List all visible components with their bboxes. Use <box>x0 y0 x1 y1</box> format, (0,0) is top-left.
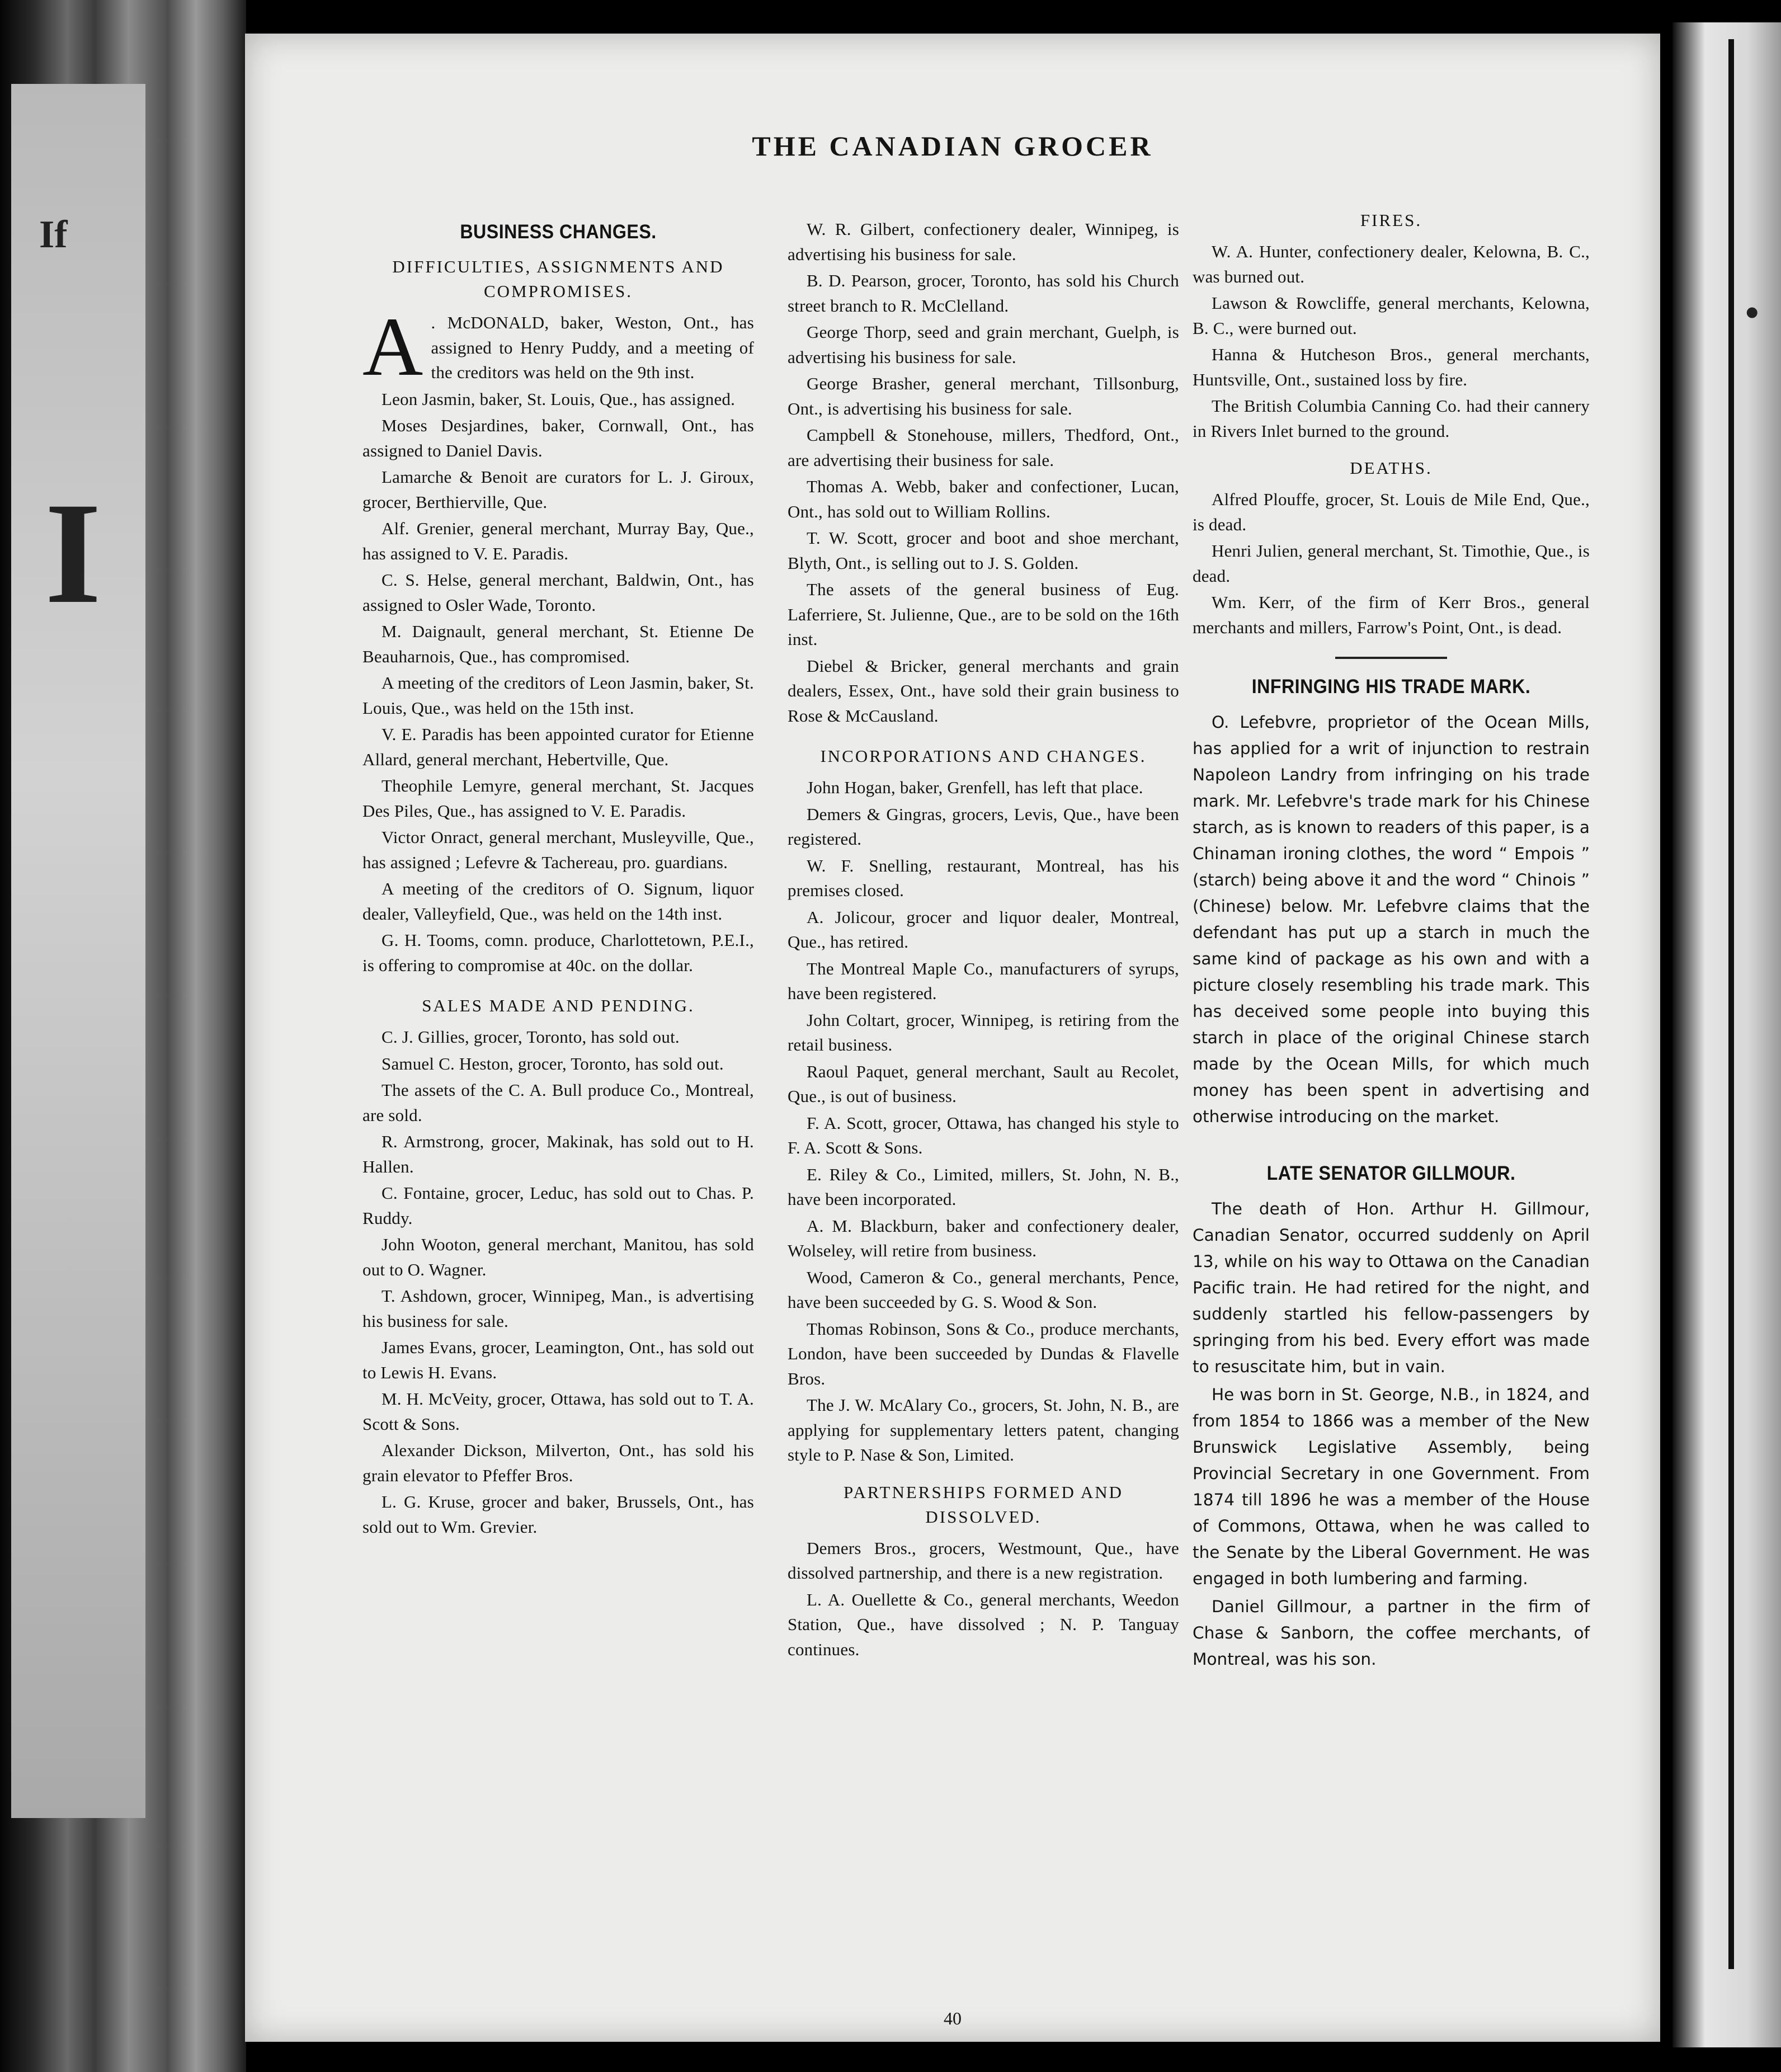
fires-heading: FIRES. <box>1360 210 1422 230</box>
article-paragraph: O. Lefebvre, proprietor of the Ocean Mills, has applied for a writ of injunction to restrain Napoleon Landry from infringing on his trade mark. Mr. Lefebvre's trade mark for his Chinese starch, as is known to readers of this paper, is a Chinaman ironing clothes, the word “ Empois ” (starch) being above it and the word “ Chinois ” (Chinese) below. Mr. Lefebvre claims that the defendant has put up a starch in much the same kind of package as his own and with a picture closely resembling his trade mark. This has deceived some people into buying this starch in place of the original Chinese starch made by the Ocean Mills, for which much money has been spent in advertising and otherwise introducing on the market. <box>1193 713 1590 1126</box>
page-number: 40 <box>944 2008 962 2028</box>
article-item: Wood, Cameron & Co., general merchants, Pence, have been succeeded by G. S. Wood & Son. <box>788 1267 1179 1312</box>
article-item: John Wooton, general merchant, Manitou, has sold out to O. Wagner. <box>362 1235 754 1279</box>
article-item: A. Jolicour, grocer and liquor dealer, Montreal, Que., has retired. <box>788 907 1179 952</box>
article-item: Alexander Dickson, Milverton, Ont., has sold his grain elevator to Pfeffer Bros. <box>362 1440 754 1485</box>
facing-page-fragment <box>11 84 145 1818</box>
article-item: L. A. Ouellette & Co., general merchants, Weedon Station, Que., have dissolved ; N. P. Tanguay continues. <box>788 1589 1179 1659</box>
drop-cap: A <box>362 300 423 393</box>
column-3 <box>1193 173 1590 1674</box>
incorporations-heading: INCORPORATIONS AND CHANGES. <box>820 746 1147 766</box>
article-paragraph: Daniel Gillmour, a partner in the firm of Chase & Sanborn, the coffee merchants, of Montreal, was his son. <box>1193 1597 1590 1669</box>
article-item: A meeting of the creditors of O. Signum, liquor dealer, Valleyfield, Que., was held on the 14th inst. <box>362 879 754 924</box>
newspaper-page <box>245 34 1660 2042</box>
article-item: Demers & Gingras, grocers, Levis, Que., have been registered. <box>788 804 1179 849</box>
article-item: W. F. Snelling, restaurant, Montreal, has his premises closed. <box>788 855 1179 900</box>
article-item: M. Daignault, general merchant, St. Etienne De Beauharnois, Que., has compromised. <box>362 621 754 666</box>
sales-heading: SALES MADE AND PENDING. <box>422 996 695 1015</box>
article-item: George Thorp, seed and grain merchant, Guelph, is advertising his business for sale. <box>788 322 1179 367</box>
article-item: George Brasher, general merchant, Tillsonburg, Ont., is advertising his business for sale. <box>788 374 1179 418</box>
article-item: A meeting of the creditors of Leon Jasmin, baker, St. Louis, Que., was held on the 15th inst. <box>362 673 754 718</box>
article-item: The assets of the C. A. Bull produce Co., Montreal, are sold. <box>362 1080 754 1125</box>
article-item: G. H. Tooms, comn. produce, Charlottetown, P.E.I., is offering to compromise at 40c. on the dollar. <box>362 930 754 975</box>
article-item: F. A. Scott, grocer, Ottawa, has changed his style to F. A. Scott & Sons. <box>788 1113 1179 1157</box>
article-item: T. W. Scott, grocer and boot and shoe merchant, Blyth, Ont., is selling out to J. S. Golden. <box>788 528 1179 573</box>
article-item: Lawson & Rowcliffe, general merchants, Kelowna, B. C., were burned out. <box>1193 293 1590 338</box>
article-item: Samuel C. Heston, grocer, Toronto, has sold out. <box>381 1053 724 1073</box>
section-divider <box>1335 657 1447 659</box>
article-item: The assets of the general business of Eug. Laferriere, St. Julienne, Que., are to be sold on the 16th inst. <box>788 580 1179 649</box>
article-item: W. R. Gilbert, confectionery dealer, Winnipeg, is advertising his business for sale. <box>788 219 1179 264</box>
business-changes-heading: BUSINESS CHANGES. <box>460 221 657 243</box>
article-item: C. Fontaine, grocer, Leduc, has sold out to Chas. P. Ruddy. <box>362 1183 754 1228</box>
article-paragraph: The death of Hon. Arthur H. Gillmour, Canadian Senator, occurred suddenly on April 13, while on his way to Ottawa on the Canadian Pacific train. He had retired for the night, and suddenly startled his fellow-passengers by springing from his bed. Every effort was made to resuscitate him, but in vain. <box>1193 1199 1590 1376</box>
article-item: Thomas A. Webb, baker and confectioner, Lucan, Ont., has sold out to William Rollins. <box>788 477 1179 521</box>
article-item: V. E. Paradis has been appointed curator for Etienne Allard, general merchant, Hebertville, Que. <box>362 724 754 769</box>
article-item: Alf. Grenier, general merchant, Murray Bay, Que., has assigned to V. E. Paradis. <box>362 519 754 563</box>
difficulties-heading: DIFFICULTIES, ASSIGNMENTS AND COMPROMISES. <box>392 257 724 301</box>
article-item: Alfred Plouffe, grocer, St. Louis de Mile End, Que., is dead. <box>1193 489 1590 534</box>
next-page-edge <box>1672 22 1781 2047</box>
article-item: C. J. Gillies, grocer, Toronto, has sold out. <box>381 1027 680 1047</box>
article-item: B. D. Pearson, grocer, Toronto, has sold his Church street branch to R. McClelland. <box>788 271 1179 315</box>
article-item: Diebel & Bricker, general merchants and grain dealers, Essex, Ont., have sold their grain business to Rose & McCausland. <box>788 656 1179 726</box>
article-item: Raoul Paquet, general merchant, Sault au Recolet, Que., is out of business. <box>788 1061 1179 1106</box>
article-item: Hanna & Hutcheson Bros., general merchants, Huntsville, Ont., sustained loss by fire. <box>1193 345 1590 389</box>
article-item: A. M. Blackburn, baker and confectionery dealer, Wolseley, will retire from business. <box>788 1216 1179 1260</box>
article-item: Henri Julien, general merchant, St. Timothie, Que., is dead. <box>1193 541 1590 586</box>
article-item: John Hogan, baker, Grenfell, has left that place. <box>807 778 1143 797</box>
article-item: Wm. Kerr, of the firm of Kerr Bros., general merchants and millers, Farrow's Point, Ont., is dead. <box>1193 592 1590 637</box>
article-item: The J. W. McAlary Co., grocers, St. John, N. B., are applying for supplementary letters patent, changing style to P. Nase & Son, Limited. <box>788 1395 1179 1464</box>
article-item: The British Columbia Canning Co. had their cannery in Rivers Inlet burned to the ground. <box>1193 396 1590 441</box>
article-item: James Evans, grocer, Leamington, Ont., has sold out to Lewis H. Evans. <box>362 1338 754 1382</box>
article-item: Lamarche & Benoit are curators for L. J. Giroux, grocer, Berthierville, Que. <box>362 467 754 512</box>
article-item: W. A. Hunter, confectionery dealer, Kelowna, B. C., was burned out. <box>1193 242 1590 286</box>
masthead-title: THE CANADIAN GROCER <box>752 130 1153 162</box>
column-1 <box>362 173 754 1541</box>
article-item: Leon Jasmin, baker, St. Louis, Que., has assigned. <box>381 389 736 409</box>
article-item: M. H. McVeity, grocer, Ottawa, has sold out to T. A. Scott & Sons. <box>362 1389 754 1434</box>
fragment-mark: • <box>1745 291 1759 335</box>
article-item: John Coltart, grocer, Winnipeg, is retiring from the retail business. <box>788 1010 1179 1054</box>
fragment-text-top: If <box>39 213 68 256</box>
article-item: Theophile Lemyre, general merchant, St. Jacques Des Piles, Que., has assigned to V. E. Paradis. <box>362 776 754 821</box>
article-item: L. G. Kruse, grocer and baker, Brussels, Ont., has sold out to Wm. Grevier. <box>362 1492 754 1537</box>
column-2 <box>788 173 1179 1664</box>
article-item: Thomas Robinson, Sons & Co., produce merchants, London, have been succeeded by Dundas & Flavelle Bros. <box>788 1318 1179 1388</box>
article-item: A . McDONALD, baker, Weston, Ont., has assigned to Henry Puddy, and a meeting of the creditors was held on the 9th inst. <box>362 300 754 393</box>
article-item: Demers Bros., grocers, Westmount, Que., have dissolved partnership, and there is a new registration. <box>788 1538 1179 1583</box>
article-item: The Montreal Maple Co., manufacturers of syrups, have been registered. <box>788 958 1179 1003</box>
article-item: C. S. Helse, general merchant, Baldwin, Ont., has assigned to Osler Wade, Toronto. <box>362 570 754 615</box>
article-item: E. Riley & Co., Limited, millers, St. John, N. B., have been incorporated. <box>788 1164 1179 1209</box>
deaths-heading: DEATHS. <box>1350 458 1433 478</box>
article-paragraph: He was born in St. George, N.B., in 1824, and from 1854 to 1866 was a member of the New Brunswick Legislative Assembly, being Provincial Secretary in one Government. From 1874 till 1896 he was a member of the House of Commons, Ottawa, when he was called to the Senate by the Liberal Government. He was engaged in both lumbering and farming. <box>1193 1385 1590 1588</box>
article-item: Victor Onract, general merchant, Musleyville, Que., has assigned ; Lefevre & Tachereau, pro. guardians. <box>362 827 754 872</box>
next-page-rule <box>1728 39 1734 1969</box>
partnerships-heading: PARTNERSHIPS FORMED AND DISSOLVED. <box>843 1482 1124 1527</box>
article-item: R. Armstrong, grocer, Makinak, has sold out to H. Hallen. <box>362 1132 754 1176</box>
article-item: T. Ashdown, grocer, Winnipeg, Man., is advertising his business for sale. <box>362 1286 754 1331</box>
article-item: Moses Desjardines, baker, Cornwall, Ont., has assigned to Daniel Davis. <box>362 416 754 460</box>
senator-heading: LATE SENATOR GILLMOUR. <box>1266 1162 1516 1184</box>
fragment-text-mid: I <box>45 473 102 634</box>
trademark-heading: INFRINGING HIS TRADE MARK. <box>1251 676 1531 698</box>
article-item: Campbell & Stonehouse, millers, Thedford, Ont., are advertising their business for sale. <box>788 425 1179 470</box>
